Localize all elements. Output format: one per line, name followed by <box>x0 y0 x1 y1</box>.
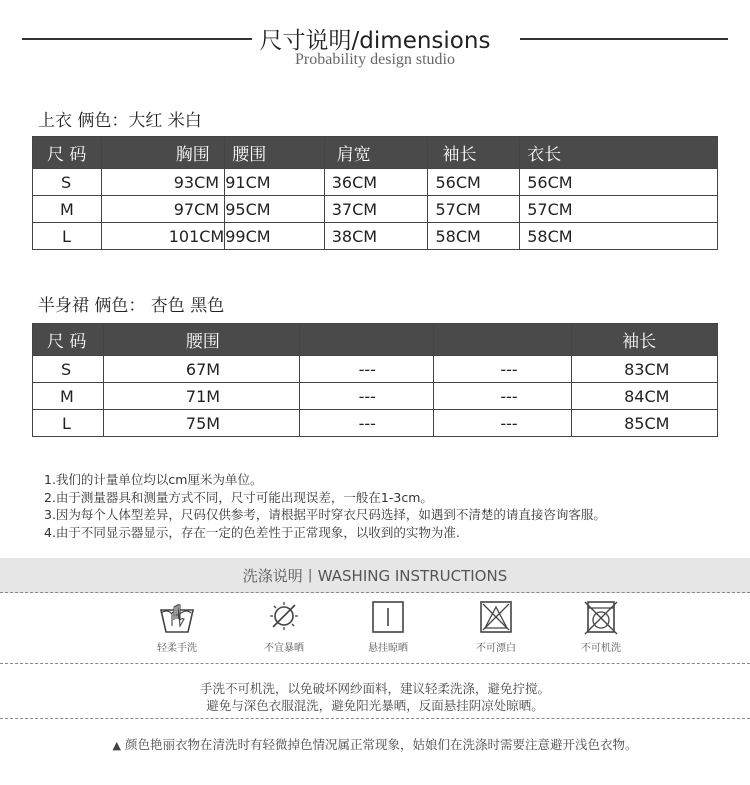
size-cell: S <box>33 169 102 196</box>
warning-text: 颜色艳丽衣物在清洗时有轻微掉色情况属正常现象，姑娘们在洗涤时需要注意避开浅色衣物。 <box>124 737 638 752</box>
wash-icon-label: 轻柔手洗 <box>157 643 197 654</box>
washing-text-line: 避免与深色衣服混洗，避免阳光暴晒，反面悬挂阴凉处晾晒。 <box>206 698 544 713</box>
top-section-label: 上衣 俩色：大红 米白 <box>38 111 202 131</box>
value-cell: 85CM <box>572 410 718 437</box>
wash-icon-label: 悬挂晾晒 <box>368 643 408 654</box>
value-cell: 57CM <box>520 196 718 223</box>
value-cell: 99CM <box>225 223 325 250</box>
value-cell: 83CM <box>572 356 718 383</box>
value-cell: --- <box>299 383 434 410</box>
page-title: 尺寸说明/dimensions <box>259 28 491 54</box>
value-cell: --- <box>434 356 572 383</box>
header-cell: 袖长 <box>428 137 520 169</box>
value-cell: 56CM <box>520 169 718 196</box>
table-row <box>33 196 718 223</box>
no-sun-icon <box>264 600 304 636</box>
no-machine-wash-icon <box>581 600 621 636</box>
value-cell: 58CM <box>428 223 520 250</box>
hang-dry-icon <box>368 600 408 636</box>
value-cell: 36CM <box>324 169 428 196</box>
value-cell: --- <box>434 410 572 437</box>
value-cell: 56CM <box>428 169 520 196</box>
wash-icon-label: 不可漂白 <box>476 643 516 654</box>
header-cell: 胸围 <box>101 137 225 169</box>
value-cell: 37CM <box>324 196 428 223</box>
value-cell: 38CM <box>324 223 428 250</box>
skirt-size-table <box>32 323 718 437</box>
note-line: 4.由于不同显示器显示，存在一定的色差性于正常现象，以收到的实物为准. <box>44 524 460 540</box>
size-cell: M <box>33 196 102 223</box>
value-cell: 67M <box>103 356 299 383</box>
wash-icon-item <box>561 600 641 654</box>
divider <box>0 663 750 664</box>
wash-icon-label: 不宜暴晒 <box>264 643 304 654</box>
value-cell: 101CM <box>101 223 225 250</box>
table-row <box>33 169 718 196</box>
value-cell: 91CM <box>225 169 325 196</box>
header-cell: 肩宽 <box>324 137 428 169</box>
note-line: 2.由于测量器具和测量方式不同，尺寸可能出现误差，一般在1-3cm。 <box>44 489 433 505</box>
table-header-row <box>33 324 718 356</box>
value-cell: 95CM <box>225 196 325 223</box>
value-cell: 97CM <box>101 196 225 223</box>
no-bleach-icon <box>476 600 516 636</box>
header-cell: 腰围 <box>103 324 299 356</box>
value-cell: 93CM <box>101 169 225 196</box>
page-subtitle: Probability design studio <box>295 51 455 68</box>
washing-title: 洗涤说明丨WASHING INSTRUCTIONS <box>242 567 508 585</box>
wash-icon-item <box>456 600 536 654</box>
note-line: 3.因为每个人体型差异，尺码仅供参考，请根据平时穿衣尺码选择，如遇到不清楚的请直接咨询客服。 <box>44 507 606 523</box>
wash-icon-label: 不可机洗 <box>581 643 621 654</box>
table-row <box>33 356 718 383</box>
skirt-section-label: 半身裙 俩色： 杏色 黑色 <box>38 296 225 316</box>
header-cell: 尺 码 <box>33 324 104 356</box>
header-cell: 尺 码 <box>33 137 102 169</box>
wash-icon-item <box>137 600 217 654</box>
table-row <box>33 410 718 437</box>
divider <box>0 592 750 593</box>
note-line: 1.我们的计量单位均以cm厘米为单位。 <box>44 472 263 487</box>
table-row <box>33 223 718 250</box>
size-cell: S <box>33 356 104 383</box>
size-cell: M <box>33 383 104 410</box>
table-row <box>33 383 718 410</box>
size-cell: L <box>33 410 104 437</box>
top-size-table <box>32 136 718 250</box>
value-cell: --- <box>299 410 434 437</box>
value-cell: 84CM <box>572 383 718 410</box>
value-cell: 75M <box>103 410 299 437</box>
hand-wash-icon <box>157 600 197 636</box>
header-cell: 袖长 <box>572 324 718 356</box>
table-header-row <box>33 137 718 169</box>
wash-icon-item <box>244 600 324 654</box>
header-cell: 腰围 <box>225 137 325 169</box>
warning-icon: ▲ <box>112 739 121 752</box>
value-cell: --- <box>299 356 434 383</box>
header-cell <box>299 324 434 356</box>
size-notes <box>44 471 606 541</box>
header-cell: 衣长 <box>520 137 718 169</box>
header-cell <box>434 324 572 356</box>
size-cell: L <box>33 223 102 250</box>
value-cell: 71M <box>103 383 299 410</box>
wash-icon-item <box>348 600 428 654</box>
warning-note <box>0 735 750 753</box>
value-cell: 58CM <box>520 223 718 250</box>
divider <box>0 718 750 719</box>
value-cell: --- <box>434 383 572 410</box>
washing-text-line: 手洗不可机洗，以免破坏网纱面料，建议轻柔洗涤，避免拧搅。 <box>199 681 550 696</box>
value-cell: 57CM <box>428 196 520 223</box>
